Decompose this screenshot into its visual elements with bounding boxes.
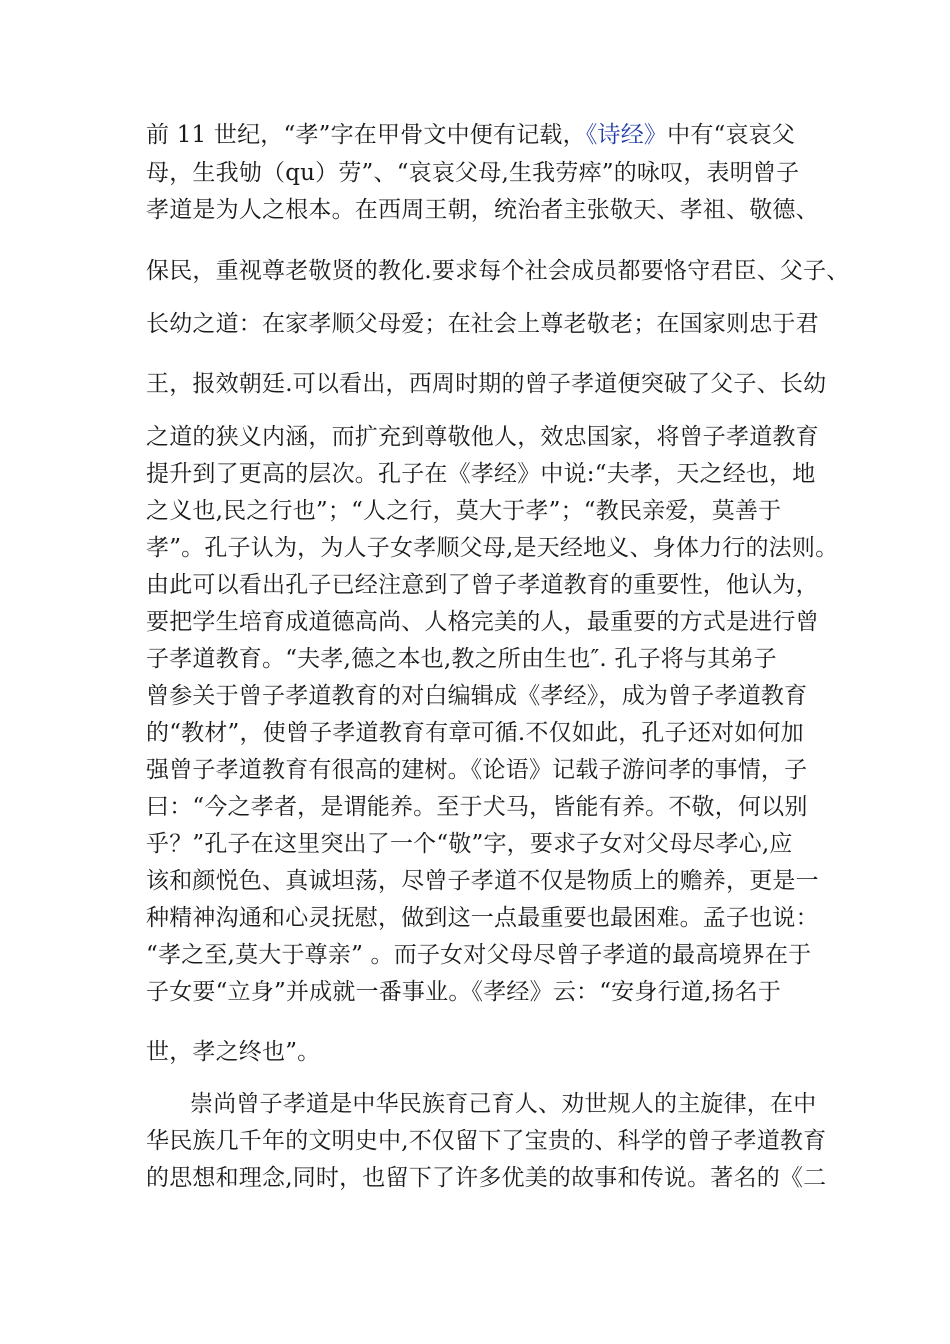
text-line-17: 曰：“今之孝者，是谓能养。至于犬马，皆能有养。不敬，何以别	[146, 794, 808, 820]
shijing-link[interactable]: 《诗经》	[585, 122, 668, 148]
text-line-16: 强曾子孝道教育有很高的建树。《论语》记载子游问孝的事情，子	[146, 757, 808, 783]
text-line-20: 种精神沟通和心灵抚慰，做到这一点最重要也最困难。孟子也说：	[146, 905, 819, 931]
text-line-10: 孝”。孔子认为，为人子女孝顺父母,是天经地义、身体力行的法则。	[146, 535, 839, 561]
text-line-4: 保民，重视尊老敬贤的教化.要求每个社会成员都要恪守君臣、父子、	[146, 258, 850, 284]
text-line-12: 要把学生培育成道德高尚、人格完美的人，最重要的方式是进行曾	[146, 609, 819, 635]
text-line-13: 子孝道教育。“夫孝,德之本也,教之所由生也″. 孔子将与其弟子	[146, 646, 777, 672]
text-line-5: 长幼之道：在家孝顺父母爱；在社会上尊老敬老；在国家则忠于君	[146, 311, 819, 337]
text-line-19: 该和颜悦色、真诚坦荡，尽曾子孝道不仅是物质上的赡养，更是一	[146, 868, 819, 894]
text-line-8: 提升到了更高的层次。孔子在《孝经》中说:“夫孝，天之经也，地	[146, 461, 816, 487]
text-line-11: 由此可以看出孔子已经注意到了曾子孝道教育的重要性，他认为，	[146, 572, 819, 598]
text-segment: 前 11 世纪，“孝”字在甲骨文中便有记载，	[146, 122, 586, 148]
text-line-6: 王，报效朝廷.可以看出，西周时期的曾子孝道便突破了父子、长幼	[146, 371, 827, 397]
text-line-25: 华民族几千年的文明史中,不仅留下了宝贵的、科学的曾子孝道教育	[146, 1128, 827, 1154]
text-line-21: “孝之至,莫大于尊亲” 。而子女对父母尽曾子孝道的最高境界在于	[146, 942, 812, 968]
text-line-23: 世，孝之终也”。	[146, 1039, 321, 1065]
text-line-26: 的思想和理念,同时，也留下了许多优美的故事和传说。著名的《二	[146, 1165, 827, 1191]
text-line-3: 孝道是为人之根本。在西周王朝，统治者主张敬天、孝祖、敬德、	[146, 197, 819, 223]
text-line-24: 崇尚曾子孝道是中华民族育己育人、劝世规人的主旋律，在中	[190, 1091, 817, 1117]
text-line-14: 曾参关于曾子孝道教育的对白编辑成《孝经》，成为曾子孝道教育	[146, 683, 808, 709]
text-line-18: 乎？”孔子在这里突出了一个“敬”字，要求子女对父母尽孝心,应	[146, 831, 793, 857]
text-line-9: 之义也,民之行也”；“人之行，莫大于孝”；“教民亲爱，莫善于	[146, 498, 782, 524]
text-line-1	[146, 120, 795, 150]
text-line-7: 之道的狭义内涵，而扩充到尊敬他人，效忠国家，将曾子孝道教育	[146, 424, 819, 450]
text-line-22: 子女要“立身”并成就一番事业。《孝经》云：“安身行道,扬名于	[146, 979, 782, 1005]
text-line-15: 的“教材”，使曾子孝道教育有章可循.不仅如此，孔子还对如何加	[146, 720, 804, 746]
text-line-2: 母，生我劬（qu）劳”、“哀哀父母,生我劳瘁”的咏叹，表明曾子	[146, 160, 800, 186]
text-segment: 中有“哀哀父	[667, 122, 796, 148]
